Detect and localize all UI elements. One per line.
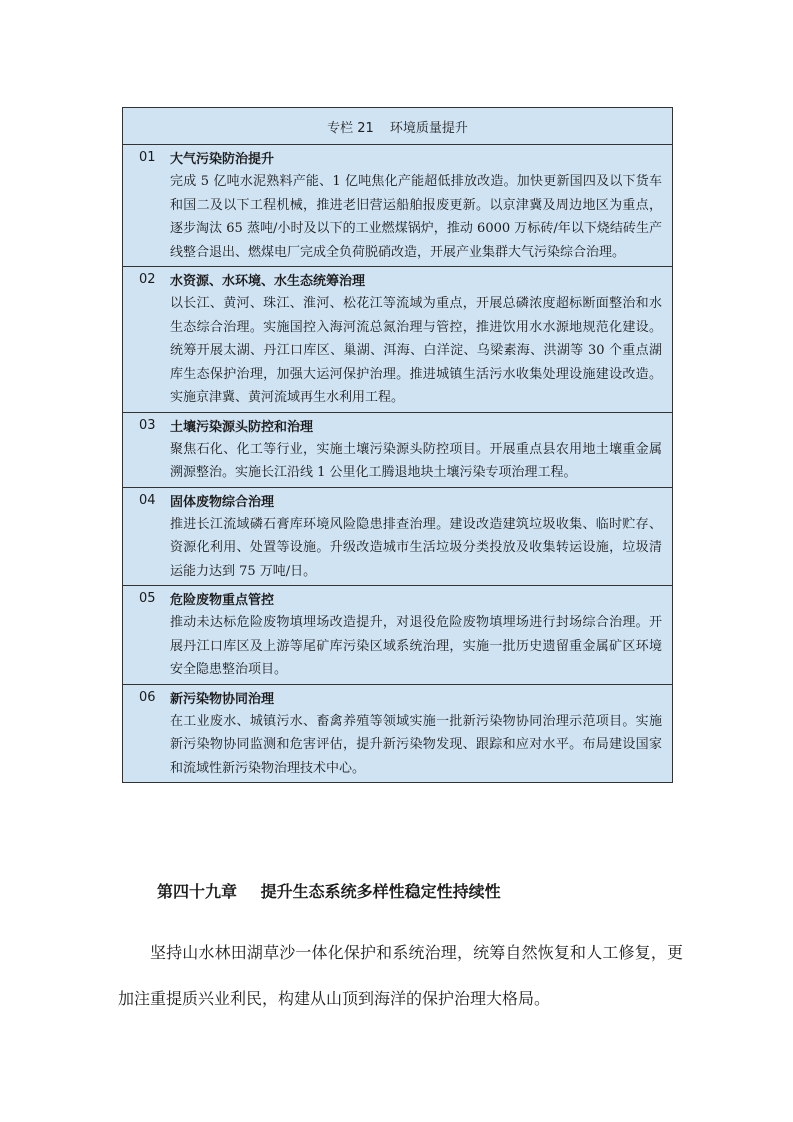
item-number: 02 <box>139 272 156 287</box>
item-heading: 新污染物协同治理 <box>170 691 275 707</box>
column-label: 专栏 21 <box>327 120 374 136</box>
chapter-title: 提升生态系统多样性稳定性持续性 <box>260 882 501 901</box>
item-number: 05 <box>139 591 156 606</box>
column-item <box>123 267 672 413</box>
item-heading: 危险废物重点管控 <box>170 593 275 608</box>
item-body: 推动未达标危险废物填埋场改造提升，对退役危险废物填埋场进行封场综合治理。开展丹江口库区及上游等尾矿库污染区域系统治理，实施一批历史遗留重金属矿区环境安全隐患整治项目。 <box>170 615 662 677</box>
column-title: 环境质量提升 <box>389 120 468 136</box>
column-item <box>123 488 672 587</box>
item-number: 03 <box>139 417 156 433</box>
column-item <box>123 145 672 267</box>
item-body: 聚焦石化、化工等行业，实施土壤污染源头防控项目。开展重点县农用地土壤重金属溯源整治。实施长江沿线 1 公里化工腾退地块土壤污染专项治理工程。 <box>170 441 662 480</box>
column-item <box>123 685 672 783</box>
item-body: 以长江、黄河、珠江、淮河、松花江等流域为重点，开展总磷浓度超标断面整治和水生态综合治理。实施国控入海河流总氮治理与管控，推进饮用水水源地规范化建设。统筹开展太湖、丹江口库区、巢湖、洱海、白洋淀、乌梁素海、洪湖等 30 个重点湖库生态保护治理，加强大运河保护治理。推进城镇生活污水收集处理设施建设改造。实施京津冀、黄河流域再生水利用工程。 <box>170 296 662 405</box>
item-body: 完成 5 亿吨水泥熟料产能、1 亿吨焦化产能超低排放改造。加快更新国四及以下货车和国二及以下工程机械，推进老旧营运船舶报废更新。以京津冀及周边地区为重点，逐步淘汰 65 蒸吨/小时及以下的工业燃煤锅炉，推动 6000 万标砖/年以下烧结砖生产线整合退出、燃煤电厂完成全负荷脱硝改造，开展产业集群大气污染综合治理。 <box>170 174 662 260</box>
item-heading: 土壤污染源头防控和治理 <box>170 419 314 435</box>
item-number: 01 <box>139 150 156 165</box>
chapter-heading <box>157 879 501 902</box>
body-paragraph: 坚持山水林田湖草沙一体化保护和系统治理，统筹自然恢复和人工修复，更加注重提质兴业利民，构建从山顶到海洋的保护治理大格局。 <box>118 943 683 1008</box>
column-box-title <box>123 108 672 145</box>
chapter-number: 第四十九章 <box>157 882 238 901</box>
item-body: 在工业废水、城镇污水、畜禽养殖等领域实施一批新污染物协同治理示范项目。实施新污染物协同监测和危害评估，提升新污染物发现、跟踪和应对水平。布局建设国家和流域性新污染物治理技术中心。 <box>170 713 662 776</box>
column-box <box>122 107 673 783</box>
item-heading: 水资源、水环境、水生态统筹治理 <box>170 274 366 289</box>
item-body: 推进长江流域磷石膏库环境风险隐患排查治理。建设改造建筑垃圾收集、临时贮存、资源化利用、处置等设施。升级改造城市生活垃圾分类投放及收集转运设施，垃圾清运能力达到 75 万吨/日。 <box>170 516 662 579</box>
item-number: 06 <box>139 689 156 705</box>
column-item <box>123 586 672 685</box>
item-number: 04 <box>139 492 156 508</box>
column-item <box>123 413 672 488</box>
item-heading: 大气污染防治提升 <box>170 152 275 167</box>
item-heading: 固体废物综合治理 <box>170 494 275 510</box>
